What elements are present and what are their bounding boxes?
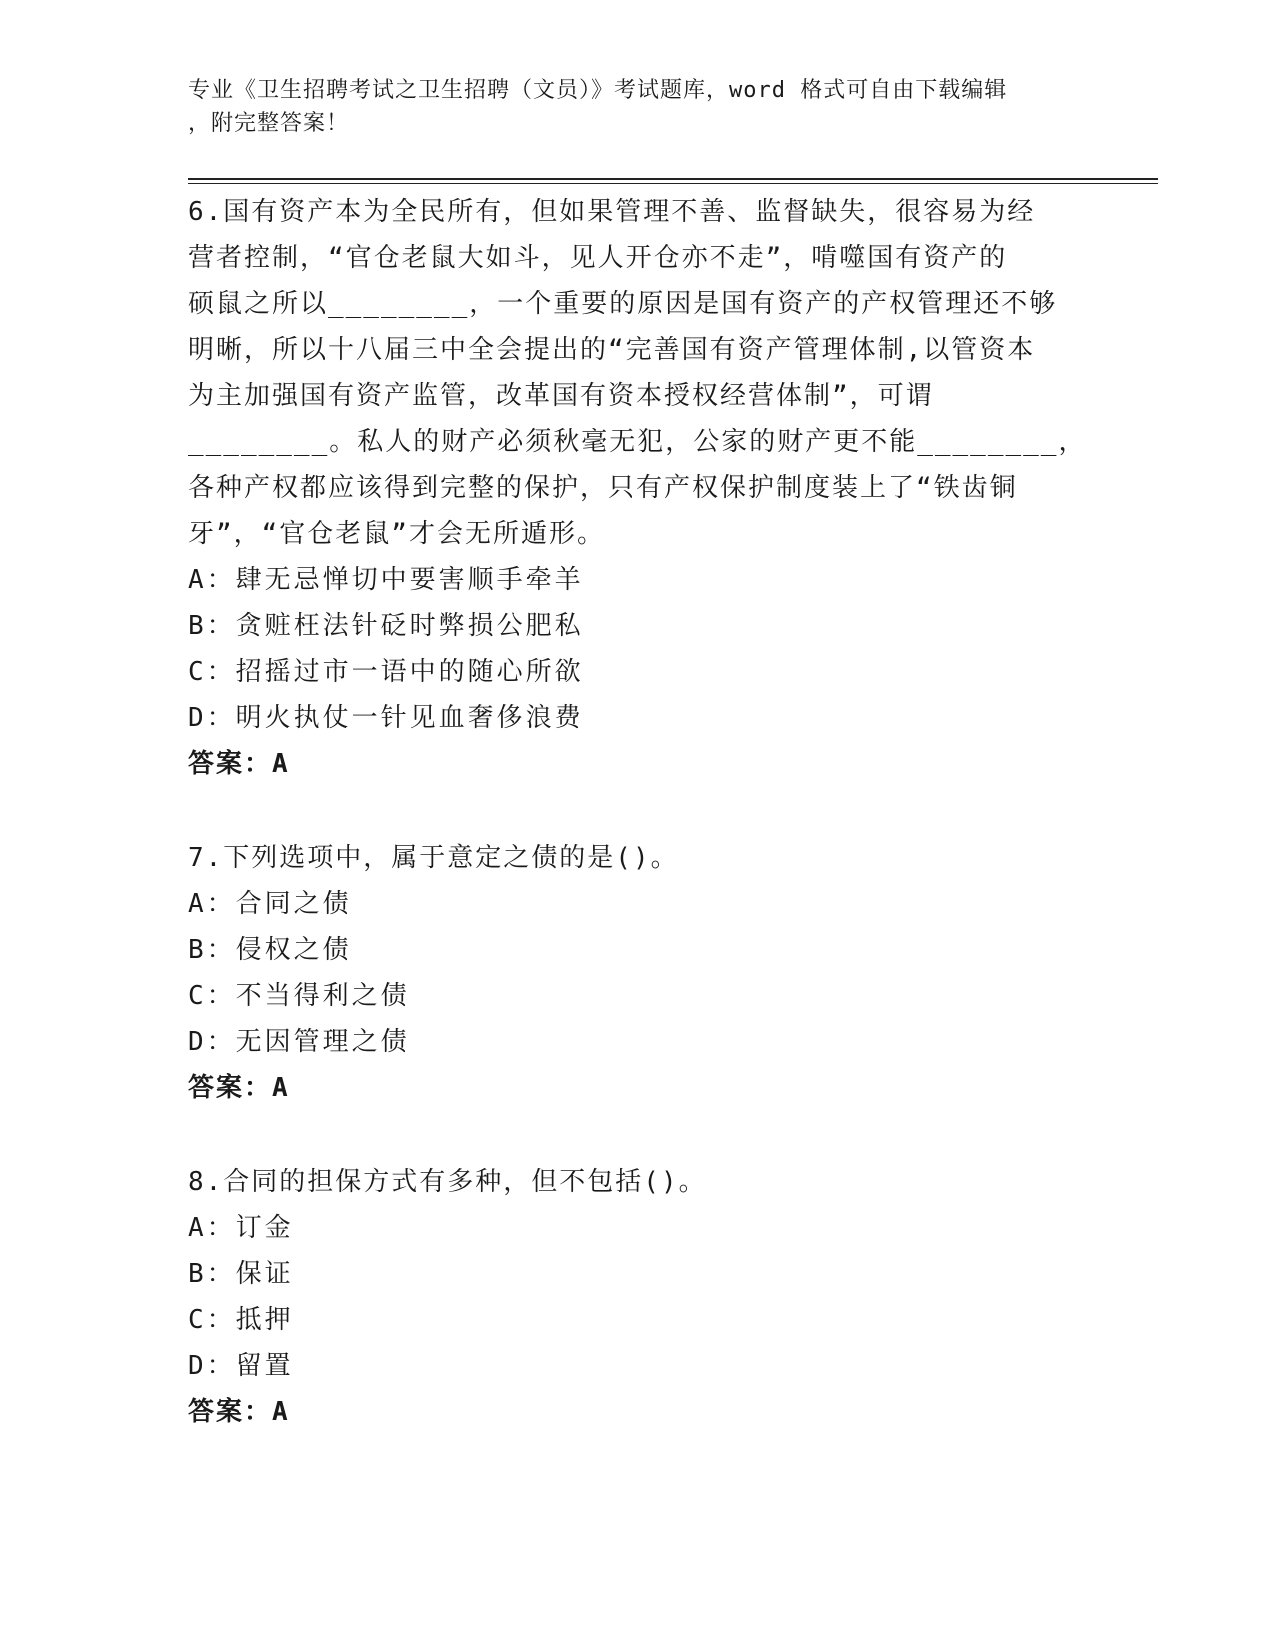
question-list: [188, 189, 1088, 1483]
question-7: [188, 835, 1088, 1111]
stem-line: 为主加强国有资产监管，改革国有资本授权经营体制”，可谓: [188, 381, 934, 411]
option-b: B：贪赃枉法针砭时弊损公肥私: [188, 611, 584, 641]
stem-line: 明晰，所以十八届三中全会提出的“完善国有资产管理体制,以管资本: [188, 335, 1036, 365]
question-stem: [188, 189, 1088, 557]
answer-label: 答案：A: [188, 1397, 290, 1427]
option-c: C：抵押: [188, 1305, 294, 1335]
question-8: [188, 1159, 1088, 1435]
option-c: C：不当得利之债: [188, 981, 410, 1011]
stem-line: 7.下列选项中，属于意定之债的是()。: [188, 843, 679, 873]
answer-label: 答案：A: [188, 749, 290, 779]
option-d: D：明火执仗一针见血奢侈浪费: [188, 703, 584, 733]
stem-line: 营者控制，“官仓老鼠大如斗，见人开仓亦不走”，啃噬国有资产的: [188, 243, 1008, 273]
option-a: A：订金: [188, 1213, 294, 1243]
option-d: D：无因管理之债: [188, 1027, 410, 1057]
question-6: [188, 189, 1088, 787]
stem-line: ________。私人的财产必须秋毫无犯，公家的财产更不能________，: [188, 427, 1087, 457]
option-a: A：合同之债: [188, 889, 352, 919]
header-divider-thick: [188, 178, 1158, 180]
option-a: A：肆无忌惮切中要害顺手牵羊: [188, 565, 584, 595]
option-b: B：侵权之债: [188, 935, 352, 965]
question-stem: [188, 1159, 1088, 1205]
question-stem: [188, 835, 1088, 881]
stem-line: 各种产权都应该得到完整的保护，只有产权保护制度装上了“铁齿铜: [188, 473, 1018, 503]
option-b: B：保证: [188, 1259, 294, 1289]
stem-line: 6.国有资产本为全民所有，但如果管理不善、监督缺失，很容易为经: [188, 197, 1036, 227]
option-d: D：留置: [188, 1351, 294, 1381]
header-line-2: ，附完整答案！: [188, 111, 350, 136]
header-divider-thin: [188, 183, 1158, 184]
document-header: [188, 74, 1088, 140]
stem-line: 8.合同的担保方式有多种，但不包括()。: [188, 1167, 707, 1197]
option-c: C：招摇过市一语中的随心所欲: [188, 657, 584, 687]
answer-label: 答案：A: [188, 1073, 290, 1103]
header-line-1: 专业《卫生招聘考试之卫生招聘（文员）》考试题库，word 格式可自由下载编辑: [188, 78, 1008, 103]
stem-line: 牙”，“官仓老鼠”才会无所遁形。: [188, 519, 605, 549]
stem-line: 硕鼠之所以________，一个重要的原因是国有资产的产权管理还不够: [188, 289, 1058, 319]
